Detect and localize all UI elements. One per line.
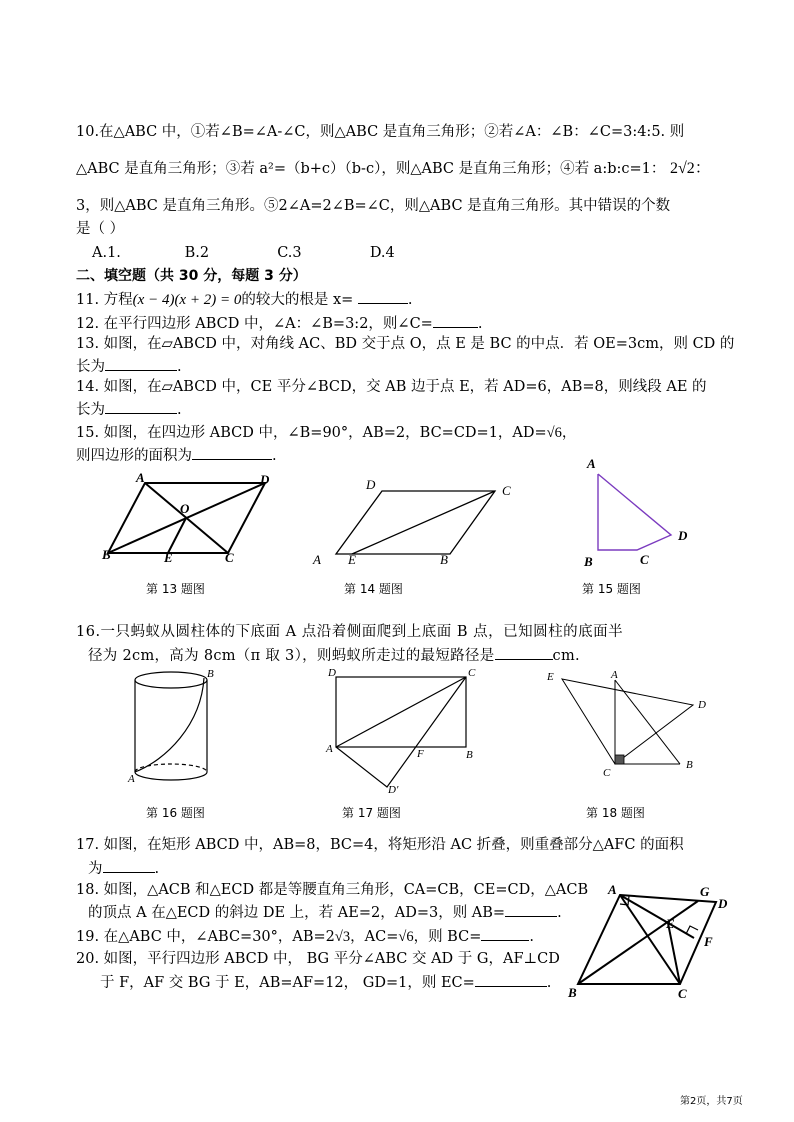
- q17-line2-text: 为: [88, 861, 103, 877]
- q13-end: .: [177, 359, 182, 375]
- fig14-label-d: D: [366, 477, 376, 492]
- fig15-label-d: D: [678, 528, 688, 543]
- q20-end: .: [546, 975, 552, 991]
- fig17-label-f: F: [417, 748, 424, 760]
- q11-equation: (x − 4)(x + 2) = 0: [132, 292, 242, 308]
- q10-options: [92, 243, 458, 263]
- q10-line3: 3，则△ABC 是直角三角形。⑤2∠A=2∠B=∠C，则△ABC 是直角三角形。其中错误的个数: [76, 198, 671, 214]
- q13-line2: [76, 356, 182, 377]
- q14-end: .: [177, 402, 182, 418]
- q20-blank[interactable]: [475, 972, 547, 987]
- q20-line2: [100, 972, 551, 993]
- q19-tail: ，则 BC=: [413, 929, 482, 945]
- fig14-label-a: A: [313, 552, 321, 567]
- q10-line1: 10.在△ABC 中，①若∠B=∠A-∠C，则△ABC 是直角三角形；②若∠A：∠B：∠C=3:4:5. 则: [76, 124, 685, 140]
- section-heading: 二、填空题（共 30 分，每题 3 分）: [76, 268, 307, 284]
- fig16-label-a: A: [128, 773, 135, 785]
- q15-line2: [76, 445, 277, 466]
- q19-radical-1: √3: [334, 929, 351, 945]
- page-footer: 第2页，共7页: [680, 1096, 743, 1107]
- q20-line1: 20. 如图，平行四边形 ABCD 中， BG 平分∠ABC 交 AD 于 G，AF⊥CD: [76, 951, 560, 967]
- figure-15: [578, 452, 698, 572]
- fig15-label-b: B: [584, 554, 593, 569]
- q16-end: cm.: [552, 648, 580, 664]
- q10-line2: [76, 159, 711, 179]
- q13-line1: 13. 如图，在▱ABCD 中，对角线 AC、BD 交于点 O，点 E 是 BC 的中点．若 OE=3cm，则 CD 的: [76, 336, 735, 352]
- q11: [76, 289, 413, 310]
- fig18-label-d: D: [698, 699, 706, 711]
- q18-line2-text: 的顶点 A 在△ECD 的斜边 DE 上，若 AE=2，AD=3，则 AB=: [88, 905, 506, 921]
- q19-radical-2: √6: [398, 929, 414, 945]
- q17-blank[interactable]: [103, 858, 155, 873]
- fig17-label-dprime: D′: [388, 784, 399, 796]
- q10-ratio-radical: 2√2：: [669, 160, 711, 177]
- fig20-label-e: E: [666, 916, 675, 931]
- q15-line2-text: 则四边形的面积为: [76, 448, 192, 464]
- fig18-label-c: C: [603, 767, 611, 779]
- q18-line2: [88, 902, 562, 923]
- fig14-label-c: C: [502, 483, 511, 498]
- q17-end: .: [154, 861, 160, 877]
- fig20-label-a: A: [608, 882, 617, 897]
- q12-end: .: [477, 316, 483, 332]
- fig18-label-b: B: [686, 759, 693, 771]
- q18-end: .: [557, 905, 562, 921]
- figure-13: [100, 470, 280, 570]
- q16-line2-text: 径为 2cm，高为 8cm（π 取 3），则蚂蚁所走过的最短路径是: [88, 648, 495, 664]
- q16-line1: 16.一只蚂蚁从圆柱体的下底面 A 点沿着侧面爬到上底面 B 点，已知圆柱的底面半: [76, 624, 624, 640]
- q10-line2-text: △ABC 是直角三角形；③若 a²=（b+c）（b-c），则△ABC 是直角三角形；④若 a:b:c=1：: [76, 161, 666, 177]
- figure-20: [566, 880, 746, 1005]
- q15-blank[interactable]: [192, 445, 272, 460]
- q17-line1: 17. 如图，在矩形 ABCD 中，AB=8，BC=4，将矩形沿 AC 折叠，则重叠部分△AFC 的面积: [76, 837, 684, 853]
- q19-mid: ，AC=: [350, 929, 399, 945]
- fig14-label-e: E: [348, 552, 356, 567]
- q19-blank[interactable]: [481, 926, 529, 941]
- q12: [76, 313, 482, 334]
- q15-end: .: [272, 448, 277, 464]
- q12-text: 12. 在平行四边形 ABCD 中，∠A：∠B=3:2，则∠C=: [76, 316, 433, 332]
- q18-line1: 18. 如图，△ACB 和△ECD 都是等腰直角三角形，CA=CB，CE=CD，△ACB: [76, 882, 589, 898]
- q17-line2: [88, 858, 159, 879]
- q15-line1-end: ，: [561, 425, 577, 441]
- q19-end: .: [529, 929, 534, 945]
- figure-18: [540, 666, 720, 786]
- caption-18: 第 18 题图: [586, 806, 645, 820]
- q14-blank[interactable]: [105, 399, 177, 414]
- q20-line2-text: 于 F，AF 交 BG 于 E，AB=AF=12， GD=1，则 EC=: [100, 975, 475, 991]
- caption-16: 第 16 题图: [146, 806, 205, 820]
- q15-radical: √6: [546, 425, 562, 441]
- q11-end: .: [407, 292, 413, 308]
- fig20-label-d: D: [718, 896, 728, 911]
- fig13-label-d: D: [260, 472, 270, 487]
- fig20-label-b: B: [568, 985, 577, 1000]
- q15-line1-text: 15. 如图，在四边形 ABCD 中，∠B=90°，AB=2，BC=CD=1，AD=: [76, 425, 547, 441]
- q10-option-b: B.2: [184, 245, 210, 261]
- q12-blank[interactable]: [433, 313, 478, 328]
- figure-14: [310, 474, 520, 569]
- fig16-label-b: B: [207, 668, 214, 680]
- fig17-label-a: A: [326, 743, 333, 755]
- fig18-right-angle-mark: [615, 755, 624, 764]
- q16-line2: [88, 645, 580, 666]
- figure-16: [126, 665, 226, 790]
- fig15-label-a: A: [587, 456, 596, 471]
- fig20-label-g: G: [700, 884, 710, 899]
- fig15-label-c: C: [640, 552, 649, 567]
- q16-blank[interactable]: [495, 645, 553, 660]
- fig14-label-b: B: [440, 552, 448, 567]
- figure-17: [320, 664, 480, 794]
- q13-line2-text: 长为: [76, 359, 105, 375]
- q14-line2: [76, 399, 182, 420]
- fig20-label-f: F: [704, 934, 713, 949]
- q14-line2-text: 长为: [76, 402, 105, 418]
- fig13-label-e: E: [164, 550, 173, 565]
- q10-option-d: D.4: [369, 245, 395, 261]
- fig18-label-a: A: [611, 669, 618, 681]
- caption-14: 第 14 题图: [344, 582, 403, 596]
- caption-15: 第 15 题图: [582, 582, 641, 596]
- fig13-label-o: O: [180, 501, 190, 516]
- fig13-label-a: A: [136, 470, 145, 485]
- fig17-label-d: D: [328, 667, 336, 679]
- caption-13: 第 13 题图: [146, 582, 205, 596]
- caption-17: 第 17 题图: [342, 806, 401, 820]
- fig18-label-e: E: [547, 671, 554, 683]
- q10-line4: 是（ ）: [76, 221, 125, 237]
- q10-option-c: C.3: [277, 245, 302, 261]
- q15-line1: [76, 423, 576, 443]
- q10-option-a: A.1.: [92, 245, 121, 261]
- q19: [76, 926, 534, 947]
- q11-blank[interactable]: [358, 289, 408, 304]
- q18-blank[interactable]: [505, 902, 557, 917]
- fig13-label-c: C: [225, 550, 234, 565]
- q11-prefix: 11. 方程: [76, 292, 133, 308]
- q19-text: 19. 在△ABC 中，∠ABC=30°，AB=2: [76, 929, 335, 945]
- fig17-label-c: C: [468, 667, 476, 679]
- fig17-label-b: B: [466, 749, 473, 761]
- fig20-label-c: C: [678, 986, 687, 1001]
- q11-suffix: 的较大的根是 x=: [241, 292, 354, 308]
- fig13-label-b: B: [102, 547, 111, 562]
- q13-blank[interactable]: [105, 356, 177, 371]
- q14-line1: 14. 如图，在▱ABCD 中，CE 平分∠BCD，交 AB 边于点 E，若 AD=6，AB=8，则线段 AE 的: [76, 379, 707, 395]
